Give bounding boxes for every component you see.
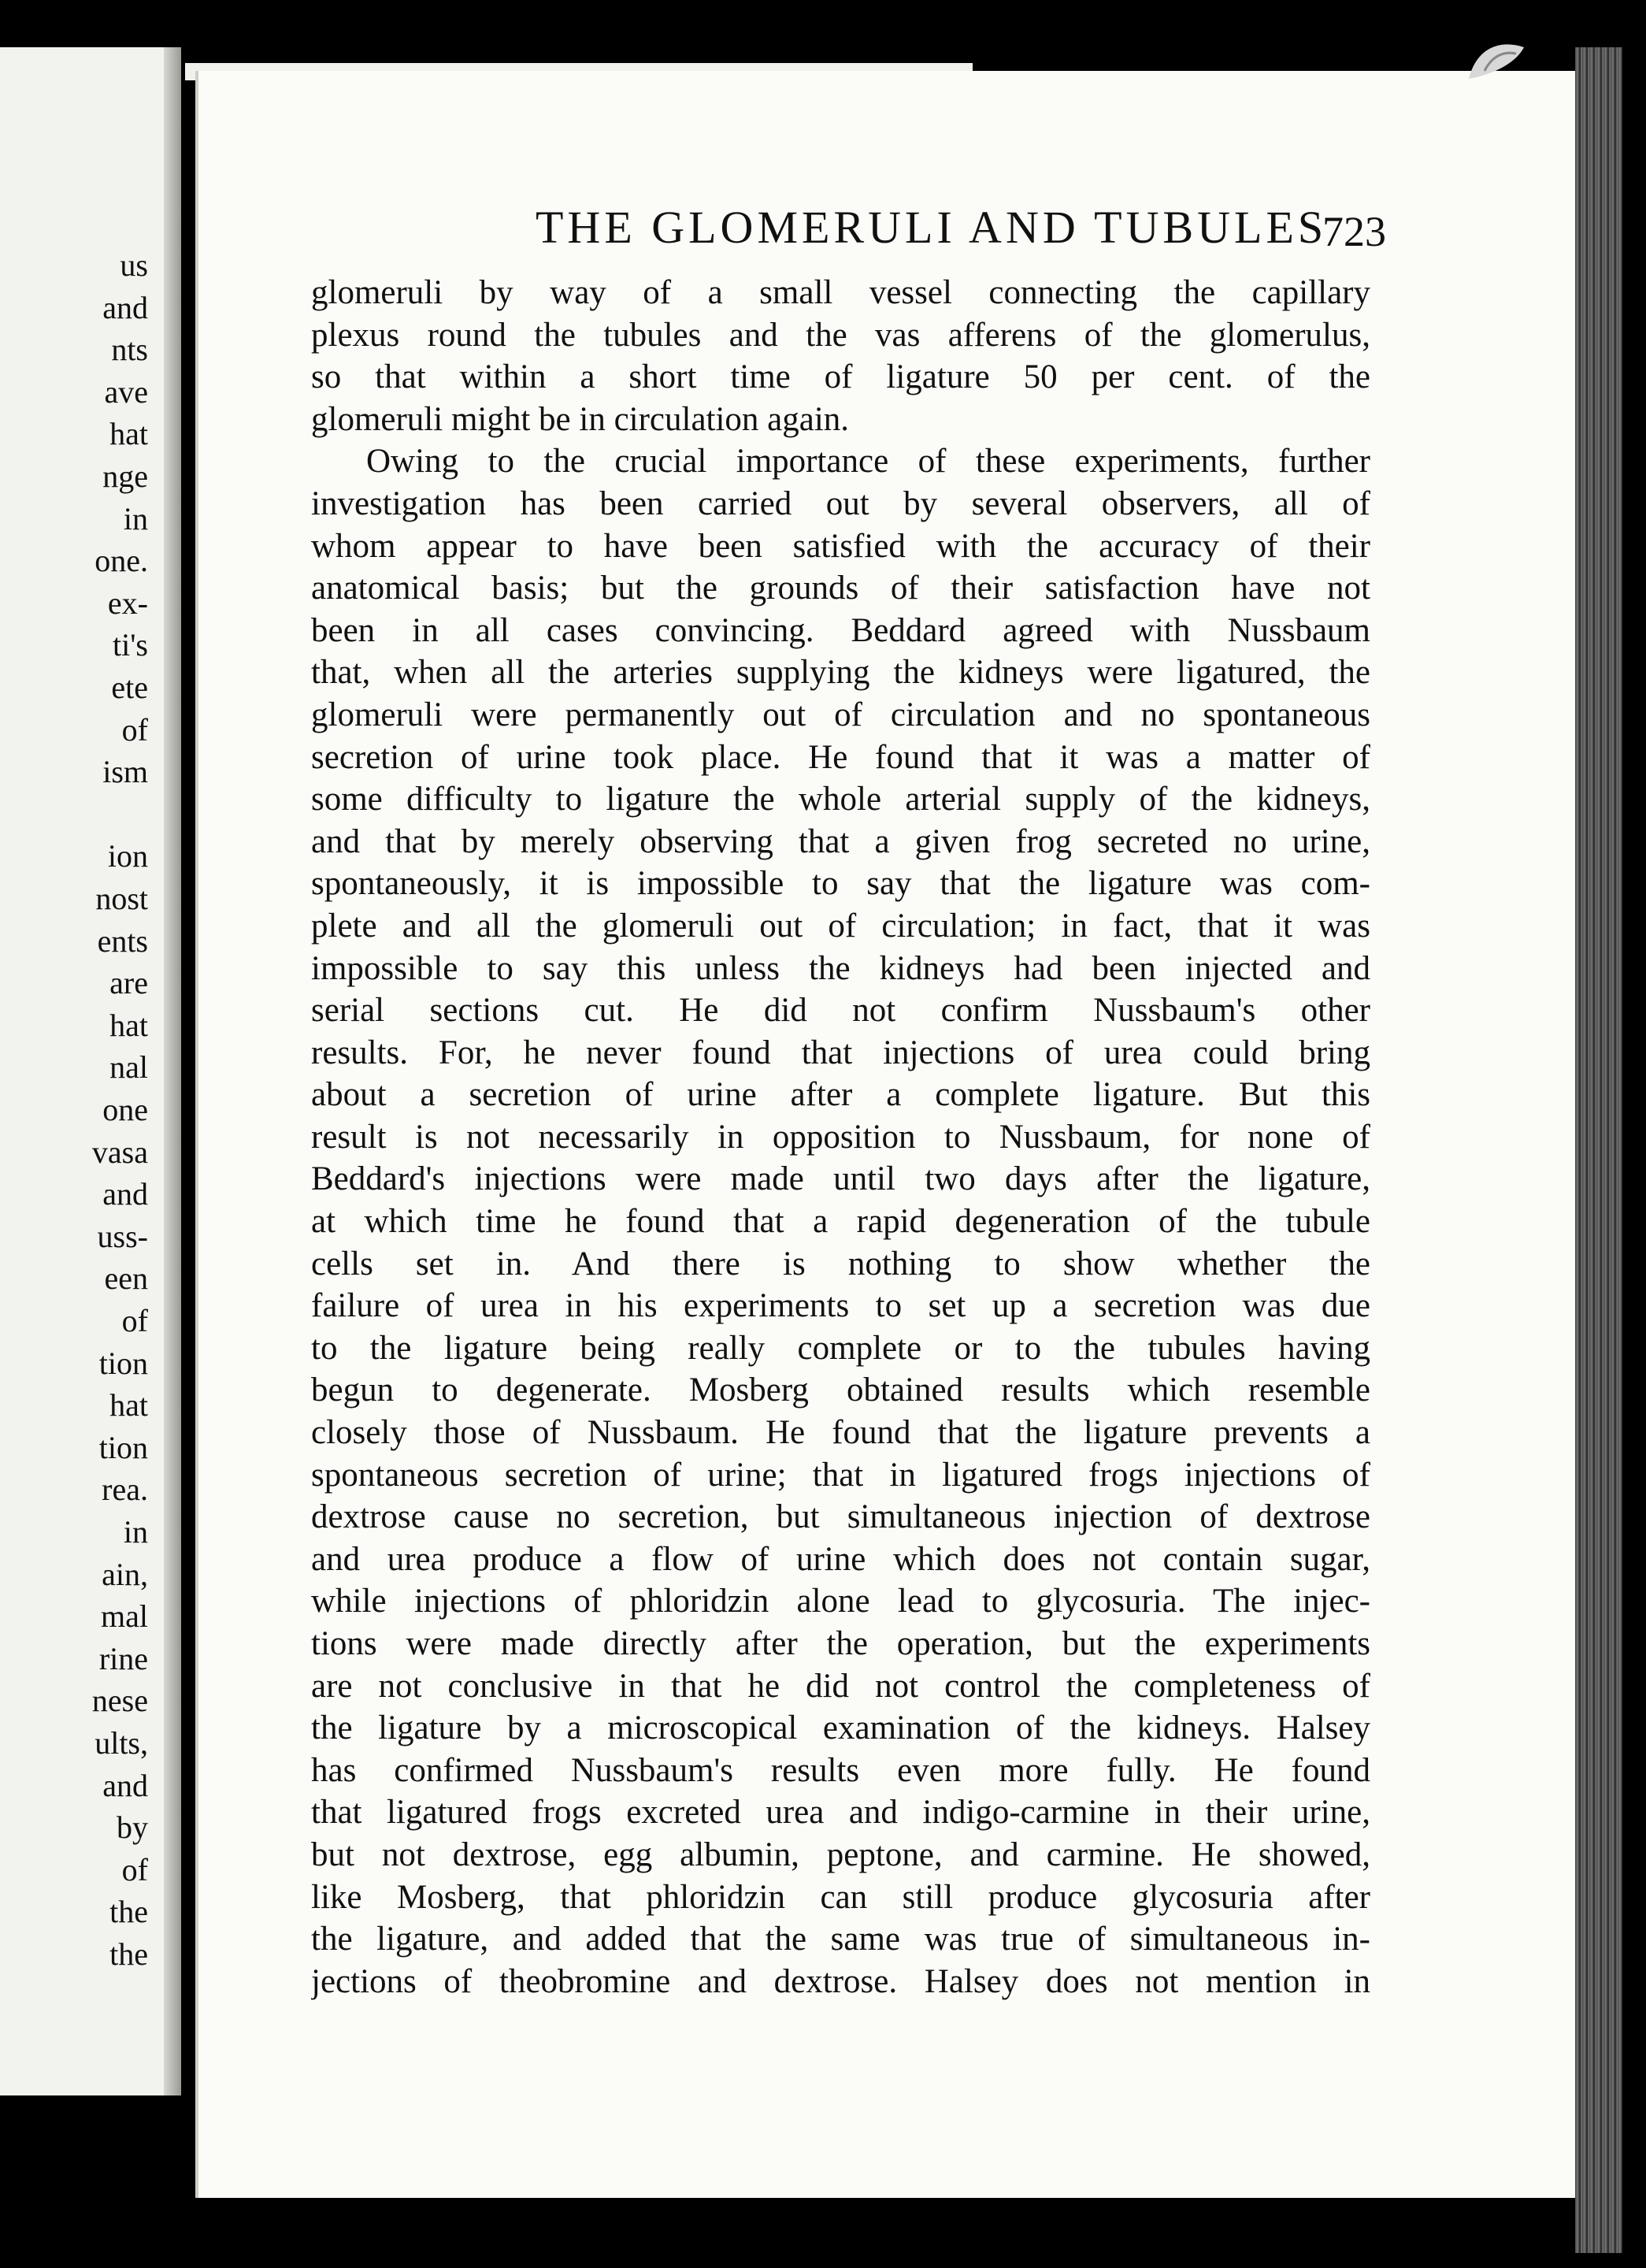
left-page-fragment: in: [123, 500, 148, 536]
left-page-fragment: ete: [111, 670, 148, 705]
text-line: dextrose cause no secretion, but simultaneous injection of dextrose: [311, 1498, 1370, 1536]
text-line: Owing to the crucial importance of these experiments, further: [366, 443, 1370, 481]
text-line: some difficulty to ligature the whole arterial supply of the kidneys,: [311, 781, 1370, 818]
text-line: at which time he found that a rapid degeneration of the tubule: [311, 1203, 1370, 1241]
page-gutter: [164, 47, 181, 2095]
left-page-fragment: ents: [97, 922, 148, 959]
left-page-fragment: ave: [104, 373, 148, 410]
left-page-fragment: and: [102, 289, 148, 325]
text-line: secretion of urine took place. He found that it was a matter of: [311, 738, 1370, 776]
left-page-fragment: of: [121, 1851, 148, 1888]
text-line: whom appear to have been satisfied with the accuracy of their: [311, 527, 1370, 565]
text-line: Beddard's injections were made until two days after the ligature,: [311, 1160, 1370, 1198]
left-page-fragment: nts: [111, 332, 148, 368]
left-page-fragment: nese: [91, 1683, 148, 1719]
text-line: that, when all the arteries supplying the kidneys were ligatured, the: [311, 654, 1370, 692]
page-edge-stack: [1575, 47, 1622, 2253]
left-page-fragment: of: [121, 711, 148, 748]
left-page-fragment: in: [123, 1514, 148, 1550]
text-line: that ligatured frogs excreted urea and indigo-carmine in their urine,: [311, 1794, 1370, 1832]
text-line: the ligature by a microscopical examination of the kidneys. Halsey: [311, 1709, 1370, 1747]
left-page-fragment: ion: [107, 838, 148, 874]
left-page-fragment: by: [117, 1810, 148, 1846]
text-line: glomeruli by way of a small vessel connecting the capillary: [311, 274, 1370, 311]
text-line: spontaneously, it is impossible to say that the ligature was com-: [311, 865, 1370, 903]
left-page-fragment: one: [102, 1092, 148, 1127]
text-line: and urea produce a flow of urine which does not contain sugar,: [311, 1540, 1370, 1578]
left-page-fragment: nal: [109, 1049, 148, 1086]
text-line: investigation has been carried out by several observers, all of: [311, 484, 1370, 522]
text-line: so that within a short time of ligature 50 per cent. of the: [311, 358, 1370, 396]
left-page-fragment: uss-: [97, 1218, 148, 1254]
left-page-fragment: the: [109, 1894, 148, 1930]
left-page-fragment: tion: [98, 1345, 148, 1381]
left-page-fragment: vasa: [91, 1134, 148, 1170]
left-page-fragment: rine: [98, 1640, 148, 1676]
text-line: jections of theobromine and dextrose. Halsey does not mention in: [311, 1962, 1370, 2000]
left-page-fragment: nost: [95, 881, 148, 916]
text-line: plete and all the glomeruli out of circulation; in fact, that it was: [311, 907, 1370, 945]
text-line: glomeruli might be in circulation again.: [311, 400, 850, 438]
text-line: anatomical basis; but the grounds of their satisfaction have not: [311, 570, 1370, 607]
text-line: are not conclusive in that he did not control the completeness of: [311, 1667, 1370, 1705]
text-line: result is not necessarily in opposition to Nussbaum, for none of: [311, 1118, 1370, 1156]
running-title: THE GLOMERULI AND TUBULES: [536, 202, 1328, 253]
text-line: tions were made directly after the operation, but the experiments: [311, 1625, 1370, 1662]
text-line: has confirmed Nussbaum's results even more fully. He found: [311, 1751, 1370, 1789]
text-line: like Mosberg, that phloridzin can still produce glycosuria after: [311, 1878, 1370, 1916]
left-page-fragment: hat: [109, 1387, 148, 1424]
left-page-fragment: ex-: [107, 585, 148, 621]
left-page-fragment: tion: [98, 1429, 148, 1465]
left-facing-page: [0, 47, 181, 2095]
left-page-fragment: rea.: [102, 1472, 148, 1508]
left-page-fragment: one.: [95, 543, 148, 579]
left-page-fragment: of: [121, 1303, 148, 1338]
left-page-fragment: hat: [109, 1007, 148, 1043]
left-page-fragment: mal: [101, 1598, 148, 1635]
text-line: the ligature, and added that the same was true of simultaneous in-: [311, 1921, 1370, 1958]
text-line: about a secretion of urine after a complete ligature. But this: [311, 1076, 1370, 1114]
text-line: failure of urea in his experiments to set up a secretion was due: [311, 1287, 1370, 1325]
left-page-fragment: and: [102, 1176, 148, 1212]
text-line: glomeruli were permanently out of circulation and no spontaneous: [311, 696, 1370, 733]
left-page-fragment: are: [109, 965, 148, 1001]
text-line: and that by merely observing that a given frog secreted no urine,: [311, 822, 1370, 860]
left-page-fragment: ults,: [95, 1725, 148, 1761]
text-line: been in all cases convincing. Beddard agreed with Nussbaum: [311, 611, 1370, 649]
text-line: impossible to say this unless the kidneys had been injected and: [311, 949, 1370, 987]
left-page-fragment: nge: [102, 458, 148, 494]
text-line: to the ligature being really complete or to the tubules having: [311, 1329, 1370, 1367]
left-page-fragment: ism: [102, 754, 148, 790]
text-line: cells set in. And there is nothing to show whether the: [311, 1245, 1370, 1282]
left-page-fragment: the: [109, 1936, 148, 1972]
left-page-fragment: hat: [109, 416, 148, 452]
page-header: [536, 201, 1402, 272]
left-page-fragment: and: [102, 1767, 148, 1803]
text-line: serial sections cut. He did not confirm Nussbaum's other: [311, 992, 1370, 1030]
left-page-fragment: ain,: [102, 1556, 148, 1592]
page-number: 723: [1322, 208, 1386, 255]
left-page-fragment: een: [104, 1260, 148, 1297]
text-line: begun to degenerate. Mosberg obtained results which resemble: [311, 1372, 1370, 1409]
text-line: but not dextrose, egg albumin, peptone, and carmine. He showed,: [311, 1836, 1370, 1873]
text-line: while injections of phloridzin alone lead to glycosuria. The injec-: [311, 1583, 1370, 1620]
text-line: closely those of Nussbaum. He found that the ligature prevents a: [311, 1414, 1370, 1452]
text-line: plexus round the tubules and the vas afferens of the glomerulus,: [311, 316, 1370, 354]
text-line: spontaneous secretion of urine; that in ligatured frogs injections of: [311, 1456, 1370, 1494]
left-page-fragment: ti's: [113, 627, 148, 663]
body-text: [311, 272, 1370, 2003]
left-page-fragment: us: [120, 247, 148, 283]
text-line: results. For, he never found that injections of urea could bring: [311, 1034, 1370, 1071]
library-stamp-mark: [1461, 32, 1532, 95]
